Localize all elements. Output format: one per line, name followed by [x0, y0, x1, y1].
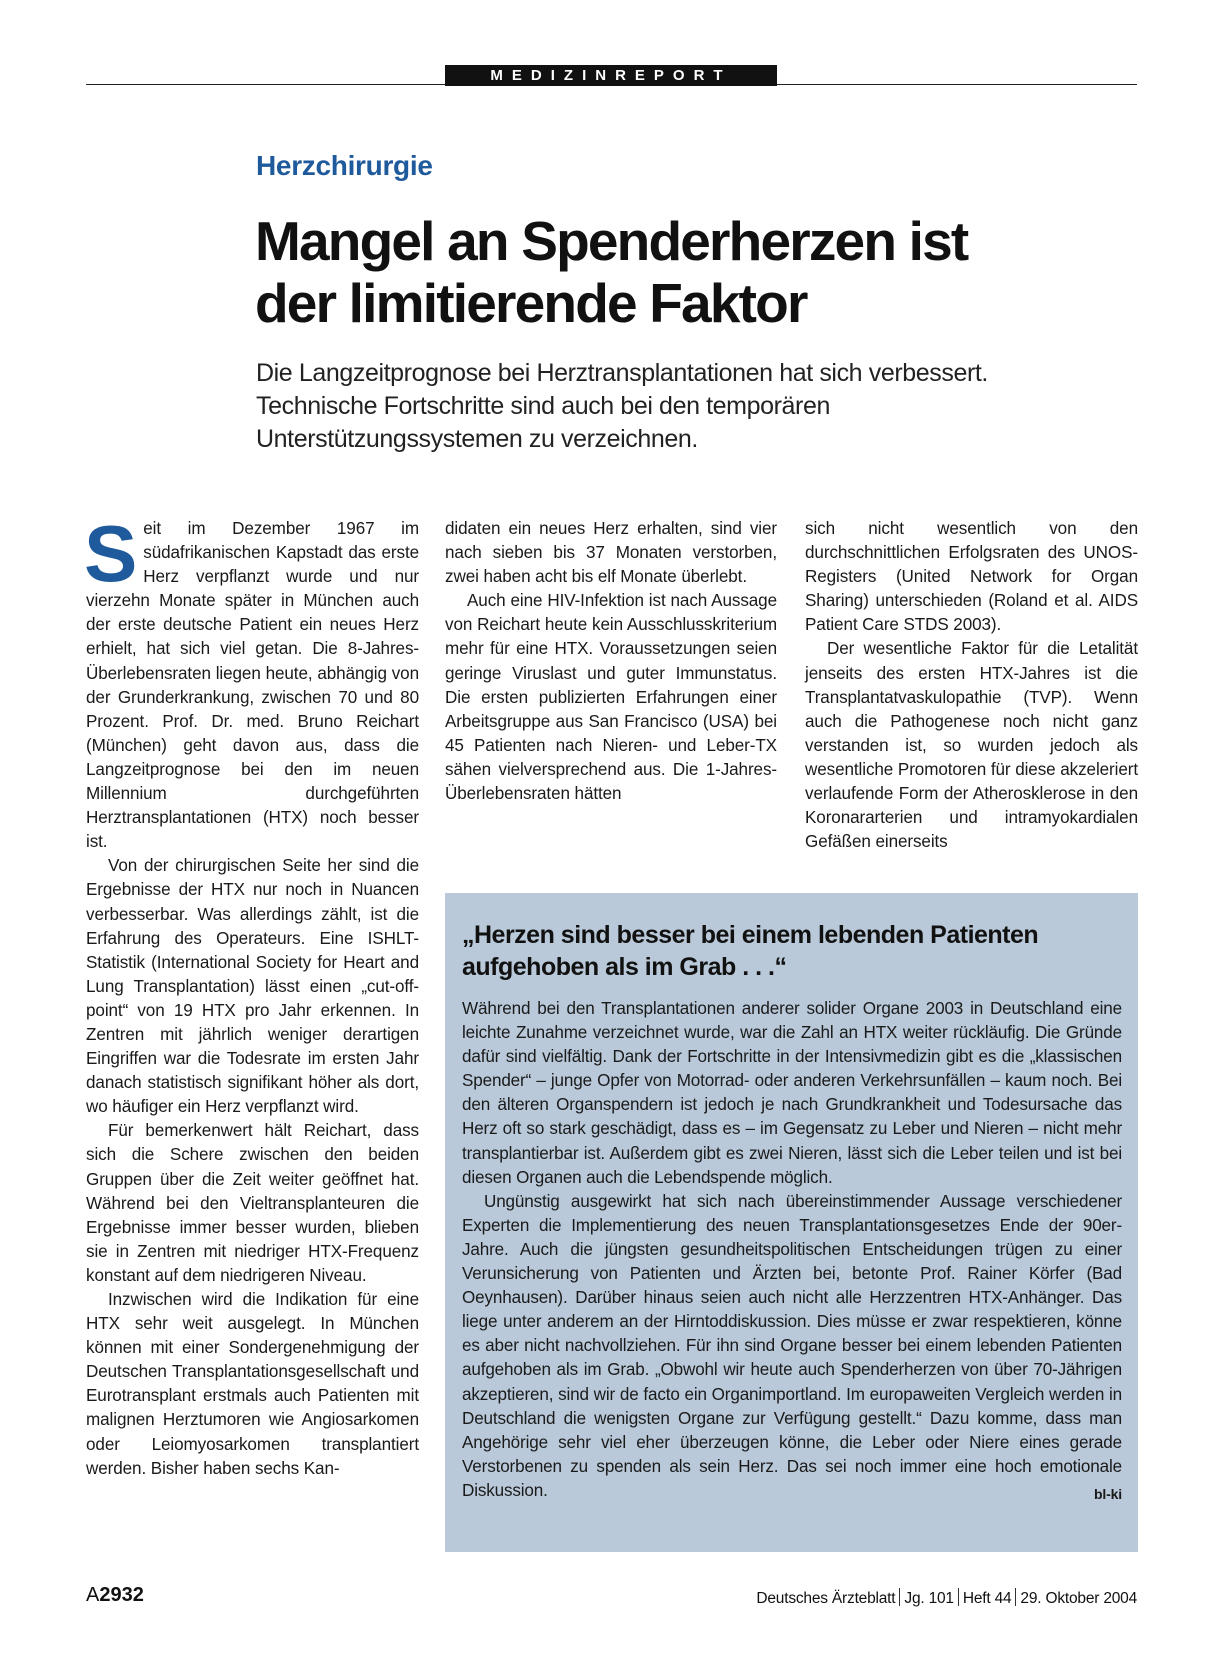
volume: Jg. 101 — [904, 1590, 954, 1607]
date: 29. Oktober 2004 — [1020, 1590, 1137, 1607]
headline-line-1: Mangel an Spenderherzen ist — [255, 210, 968, 272]
journal-name: Deutsches Ärzteblatt — [756, 1590, 896, 1607]
separator — [899, 1588, 900, 1606]
page-number: A2932 — [86, 1584, 144, 1606]
paragraph: Auch eine HIV-Infektion ist nach Aussage von Reichart heute kein Ausschlusskriterium mehr für eine HTX. Voraussetzungen seien geringe Viruslast und guter Immunstatus. Die ersten publizierten Erfahrungen einer Arbeitsgruppe aus San Francisco (USA) bei 45 Patienten nach Nieren- und Leber-TX sähen vielversprechend aus. Die 1-Jahres-Überlebensraten hätten — [445, 591, 777, 804]
article-kicker: Herzchirurgie — [256, 150, 433, 181]
paragraph: Ungünstig ausgewirkt hat sich nach übereinstimmender Aussage verschiedener Experten die Implementierung des neuen Transplantationsgesetzes Ende der 90er-Jahre. Auch die jüngsten gesundheitspolitischen Entscheidungen trügen zu einer Verunsicherung von Patienten und Ärzten bei, betonte Prof. Rainer Körfer (Bad Oeynhausen). Darüber hinaus seien auch nicht alle Herzzentren HTX-Anhänger. Das liege unter anderem an der Hirntoddiskussion. Dies müsse er zwar respektieren, könne es aber nicht nachvollziehen. Für ihn sind Organe besser bei einem lebenden Patienten aufgehoben als im Grab. „Obwohl wir heute auch Spenderherzen von über 70-Jährigen akzeptieren, sind wir de facto ein Organimportland. Im europaweiten Vergleich werden in Deutschland die wenigsten Organe zur Verfügung gestellt.“ Dazu komme, dass man Angehörige sehr viel eher überzeugen könne, die Leber oder Niere eines gerade Verstorbenen zu spenden als sein Herz. Das sei noch immer eine hoch emotionale Diskussion. bl-ki — [462, 1190, 1122, 1503]
section-label: MEDIZINREPORT — [445, 65, 777, 86]
journal-citation — [756, 1588, 1137, 1608]
paragraph: Seit im Dezember 1967 im südafrikanischen Kapstadt das erste Herz verpflanzt wurde und nur vierzehn Monate später in München auch der erste deutsche Patient ein neues Herz erhielt, hat sich viel getan. Die 8-Jahres-Überlebensraten liegen heute, abhängig von der Grunderkrankung, zwischen 70 und 80 Prozent. Prof. Dr. med. Bruno Reichart (München) geht davon aus, dass die Langzeitprognose bei den im neuen Millennium durchgeführten Herztransplantationen (HTX) noch besser ist. — [84, 509, 419, 852]
article-headline — [255, 210, 1075, 334]
paragraph: Inzwischen wird die Indikation für eine HTX sehr weit ausgelegt. In München können mit einer Sondergenehmigung der Deutschen Transplantationsgesellschaft und Eurotransplant erstmals auch Patienten mit malignen Herztumoren wie Angiosarkomen oder Leiomyosarkomen transplantiert werden. Bisher haben sechs Kan- — [86, 1290, 419, 1478]
author-signature: bl-ki — [1093, 1485, 1122, 1502]
drop-cap: S — [84, 509, 138, 598]
issue: Heft 44 — [962, 1590, 1012, 1607]
body-column-1 — [84, 509, 419, 1481]
paragraph: sich nicht wesentlich von den durchschnittlichen Erfolgsraten des UNOS-Registers (United Network for Organ Sharing) unterschieden (Roland et al. AIDS Patient Care STDS 2003). — [805, 519, 1138, 635]
paragraph: Der wesentliche Faktor für die Letalität jenseits des ersten HTX-Jahres ist die Transplantatvaskulopathie (TVP). Wenn auch die Pathogenese noch nicht ganz verstanden ist, so wurden jedoch als wesentliche Promotoren für diese akzeleriert verlaufende Form der Atherosklerose in den Koronararterien und intramyokardialen Gefäßen einerseits — [805, 639, 1138, 852]
article-lead: Die Langzeitprognose bei Herztransplantationen hat sich verbessert. Technische Fortschritte sind auch bei den temporären Unterstützungssystemen zu verzeichnen. — [256, 359, 988, 453]
info-box-title: „Herzen sind besser bei einem lebenden Patienten aufgehoben als im Grab . . .“ — [462, 921, 1039, 981]
separator — [1015, 1588, 1016, 1606]
info-box-text — [462, 997, 1122, 1506]
info-box — [445, 893, 1138, 1552]
paragraph: Während bei den Transplantationen anderer solider Organe 2003 in Deutschland eine leichte Zunahme verzeichnet wurde, war die Zahl an HTX weiter rückläufig. Die Gründe dafür sind vielfältig. Dank der Fortschritte in der Intensivmedizin gibt es die „klassischen Spender“ – junge Opfer von Motorrad- oder anderen Verkehrsunfällen – kaum noch. Bei den älteren Organspendern ist jedoch je nach Grundkrankheit und Todesursache das Herz oft so stark geschädigt, dass es – im Gegensatz zu Leber und Nieren – nicht mehr transplantierbar ist. Außerdem gibt es zwei Nieren, lässt sich die Leber teilen und ist bei diesen Organen auch die Lebendspende möglich. — [462, 999, 1122, 1187]
paragraph: didaten ein neues Herz erhalten, sind vier nach sieben bis 37 Monaten verstorben, zwei haben acht bis elf Monate überlebt. — [445, 519, 777, 587]
paragraph: Für bemerkenwert hält Reichart, dass sich die Schere zwischen den beiden Gruppen über die Zeit weiter geöffnet hat. Während bei den Vieltransplanteuren die Ergebnisse immer besser wurden, blieben sie in Zentren mit niedriger HTX-Frequenz konstant auf dem niedrigeren Niveau. — [86, 1121, 419, 1285]
separator — [958, 1588, 959, 1606]
headline-line-2: der limitierende Faktor — [255, 272, 807, 334]
body-column-3 — [805, 517, 1138, 854]
body-column-2 — [445, 517, 777, 806]
paragraph: Von der chirurgischen Seite her sind die Ergebnisse der HTX nur noch in Nuancen verbesserbar. Was allerdings zählt, ist die Erfahrung des Operateurs. Eine ISHLT-Statistik (International Society for Heart and Lung Transplantation) lässt einen „cut-off-point“ von 19 HTX pro Jahr erkennen. In Zentren mit jährlich weniger derartigen Eingriffen war die Todesrate im ersten Jahr danach statistisch signifikant höher als dort, wo häufiger ein Herz verpflanzt wird. — [86, 856, 419, 1117]
